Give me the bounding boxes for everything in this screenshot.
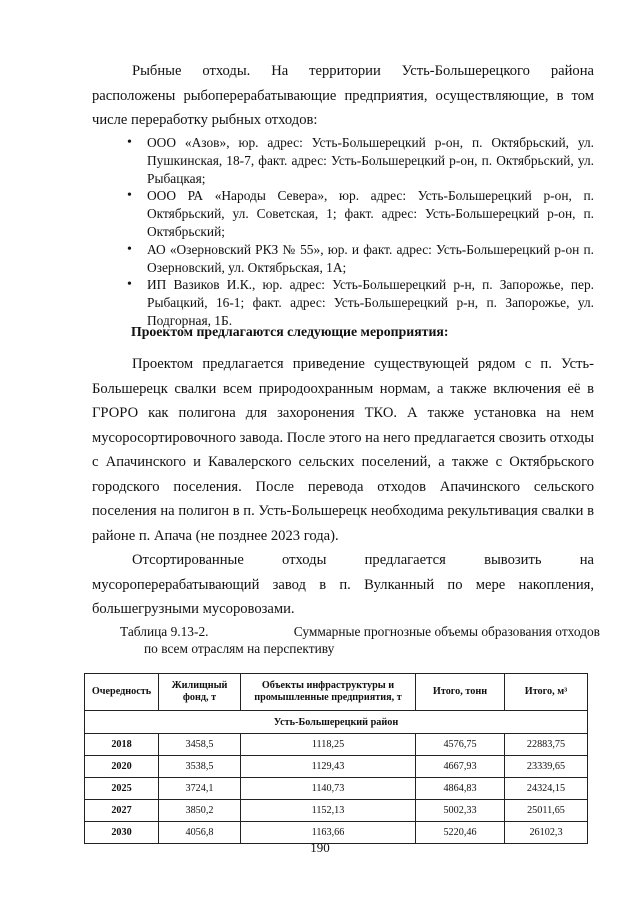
list-item: • ИП Вазиков И.К., юр. адрес: Усть-Большерецкий р-н, п. Запорожье, пер. Рыбацкий, 16-1; факт. адрес: Усть-Большерецкий р-н, п. Запорожье, ул. Подгорная, 1Б. bbox=[147, 276, 594, 329]
intro-paragraph: Рыбные отходы. На территории Усть-Большерецкого района расположены рыбоперерабатывающие предприятия, осуществляющие, в том числе переработку рыбных отходов: bbox=[92, 63, 594, 128]
table-cell: 3538,5 bbox=[159, 756, 241, 778]
table-row bbox=[85, 778, 588, 800]
table-cell: 5220,46 bbox=[416, 822, 505, 844]
table-caption-text: Суммарные прогнозные объемы образования отходов bbox=[293, 624, 600, 639]
table-cell: 4056,8 bbox=[159, 822, 241, 844]
column-header: Объекты инфраструктуры и промышленные предприятия, т bbox=[241, 674, 416, 711]
region-cell: Усть-Большерецкий район bbox=[85, 711, 588, 734]
table-row bbox=[85, 756, 588, 778]
table-cell: 24324,15 bbox=[505, 778, 588, 800]
table-cell: 4667,93 bbox=[416, 756, 505, 778]
region-row bbox=[85, 711, 588, 734]
table-cell: 2018 bbox=[85, 734, 159, 756]
table-cell: 2025 bbox=[85, 778, 159, 800]
table-cell: 22883,75 bbox=[505, 734, 588, 756]
table-cell: 3850,2 bbox=[159, 800, 241, 822]
section-heading: Проектом предлагаются следующие мероприятия: bbox=[131, 324, 449, 339]
table-cell: 4576,75 bbox=[416, 734, 505, 756]
waste-volume-table bbox=[84, 673, 588, 844]
table-cell: 2030 bbox=[85, 822, 159, 844]
company-list bbox=[147, 134, 594, 330]
table-caption bbox=[120, 624, 600, 657]
transport-paragraph: Отсортированные отходы предлагается вывозить на мусороперерабатывающий завод в п. Вулканный по мере накопления, большегрузными мусоровозами. bbox=[92, 552, 594, 617]
list-item: • АО «Озерновский РКЗ № 55», юр. и факт. адрес: Усть-Большерецкий р-он п. Озерновский, ул. Октябрьская, 1А; bbox=[147, 241, 594, 277]
list-item: • ООО РА «Народы Севера», юр. адрес: Усть-Большерецкий р-он, п. Октябрьский, ул. Советская, 1; факт. адрес: Усть-Большерецкий р-он, п. Октябрьский; bbox=[147, 187, 594, 240]
table-row bbox=[85, 734, 588, 756]
column-header: Жилищный фонд, т bbox=[159, 674, 241, 711]
table-cell: 5002,33 bbox=[416, 800, 505, 822]
table-cell: 25011,65 bbox=[505, 800, 588, 822]
table-cell: 1140,73 bbox=[241, 778, 416, 800]
column-header: Итого, м³ bbox=[505, 674, 588, 711]
table-cell: 26102,3 bbox=[505, 822, 588, 844]
measures-paragraph: Проектом предлагается приведение существующей рядом с п. Усть-Большерецк свалки всем природоохранным нормам, а также включения её в ГРОРО как полигона для захоронения ТКО. А также установка на нем мусоросортировочного завода. После этого на него предлагается свозить отходы с Апачинского и Кавалерского сельских поселений, а также с Октябрьского городского поселения. После перевода отходов Апачинского сельского поселения на полигон в п. Усть-Большерецк необходима рекультивация свалки в районе п. Апача (не позднее 2023 года). bbox=[92, 356, 595, 544]
column-header: Итого, тонн bbox=[416, 674, 505, 711]
table-cell: 1118,25 bbox=[241, 734, 416, 756]
table-caption-label: Таблица 9.13-2. bbox=[120, 624, 209, 639]
table-cell: 1129,43 bbox=[241, 756, 416, 778]
list-item: • ООО «Азов», юр. адрес: Усть-Большерецкий р-он, п. Октябрьский, ул. Пушкинская, 18-7, факт. адрес: Усть-Большерецкий р-он, п. Октябрьский, ул. Рыбацкая; bbox=[147, 134, 594, 187]
table-cell: 2020 bbox=[85, 756, 159, 778]
table-cell: 23339,65 bbox=[505, 756, 588, 778]
table-cell: 4864,83 bbox=[416, 778, 505, 800]
table-row bbox=[85, 800, 588, 822]
page-number: 190 bbox=[310, 840, 330, 855]
table-cell: 1163,66 bbox=[241, 822, 416, 844]
table-header-row bbox=[85, 674, 588, 711]
table-cell: 3724,1 bbox=[159, 778, 241, 800]
table-cell: 2027 bbox=[85, 800, 159, 822]
table-cell: 1152,13 bbox=[241, 800, 416, 822]
table-cell: 3458,5 bbox=[159, 734, 241, 756]
table-caption-text-continued: по всем отраслям на перспективу bbox=[144, 640, 335, 656]
column-header: Очередность bbox=[85, 674, 159, 711]
